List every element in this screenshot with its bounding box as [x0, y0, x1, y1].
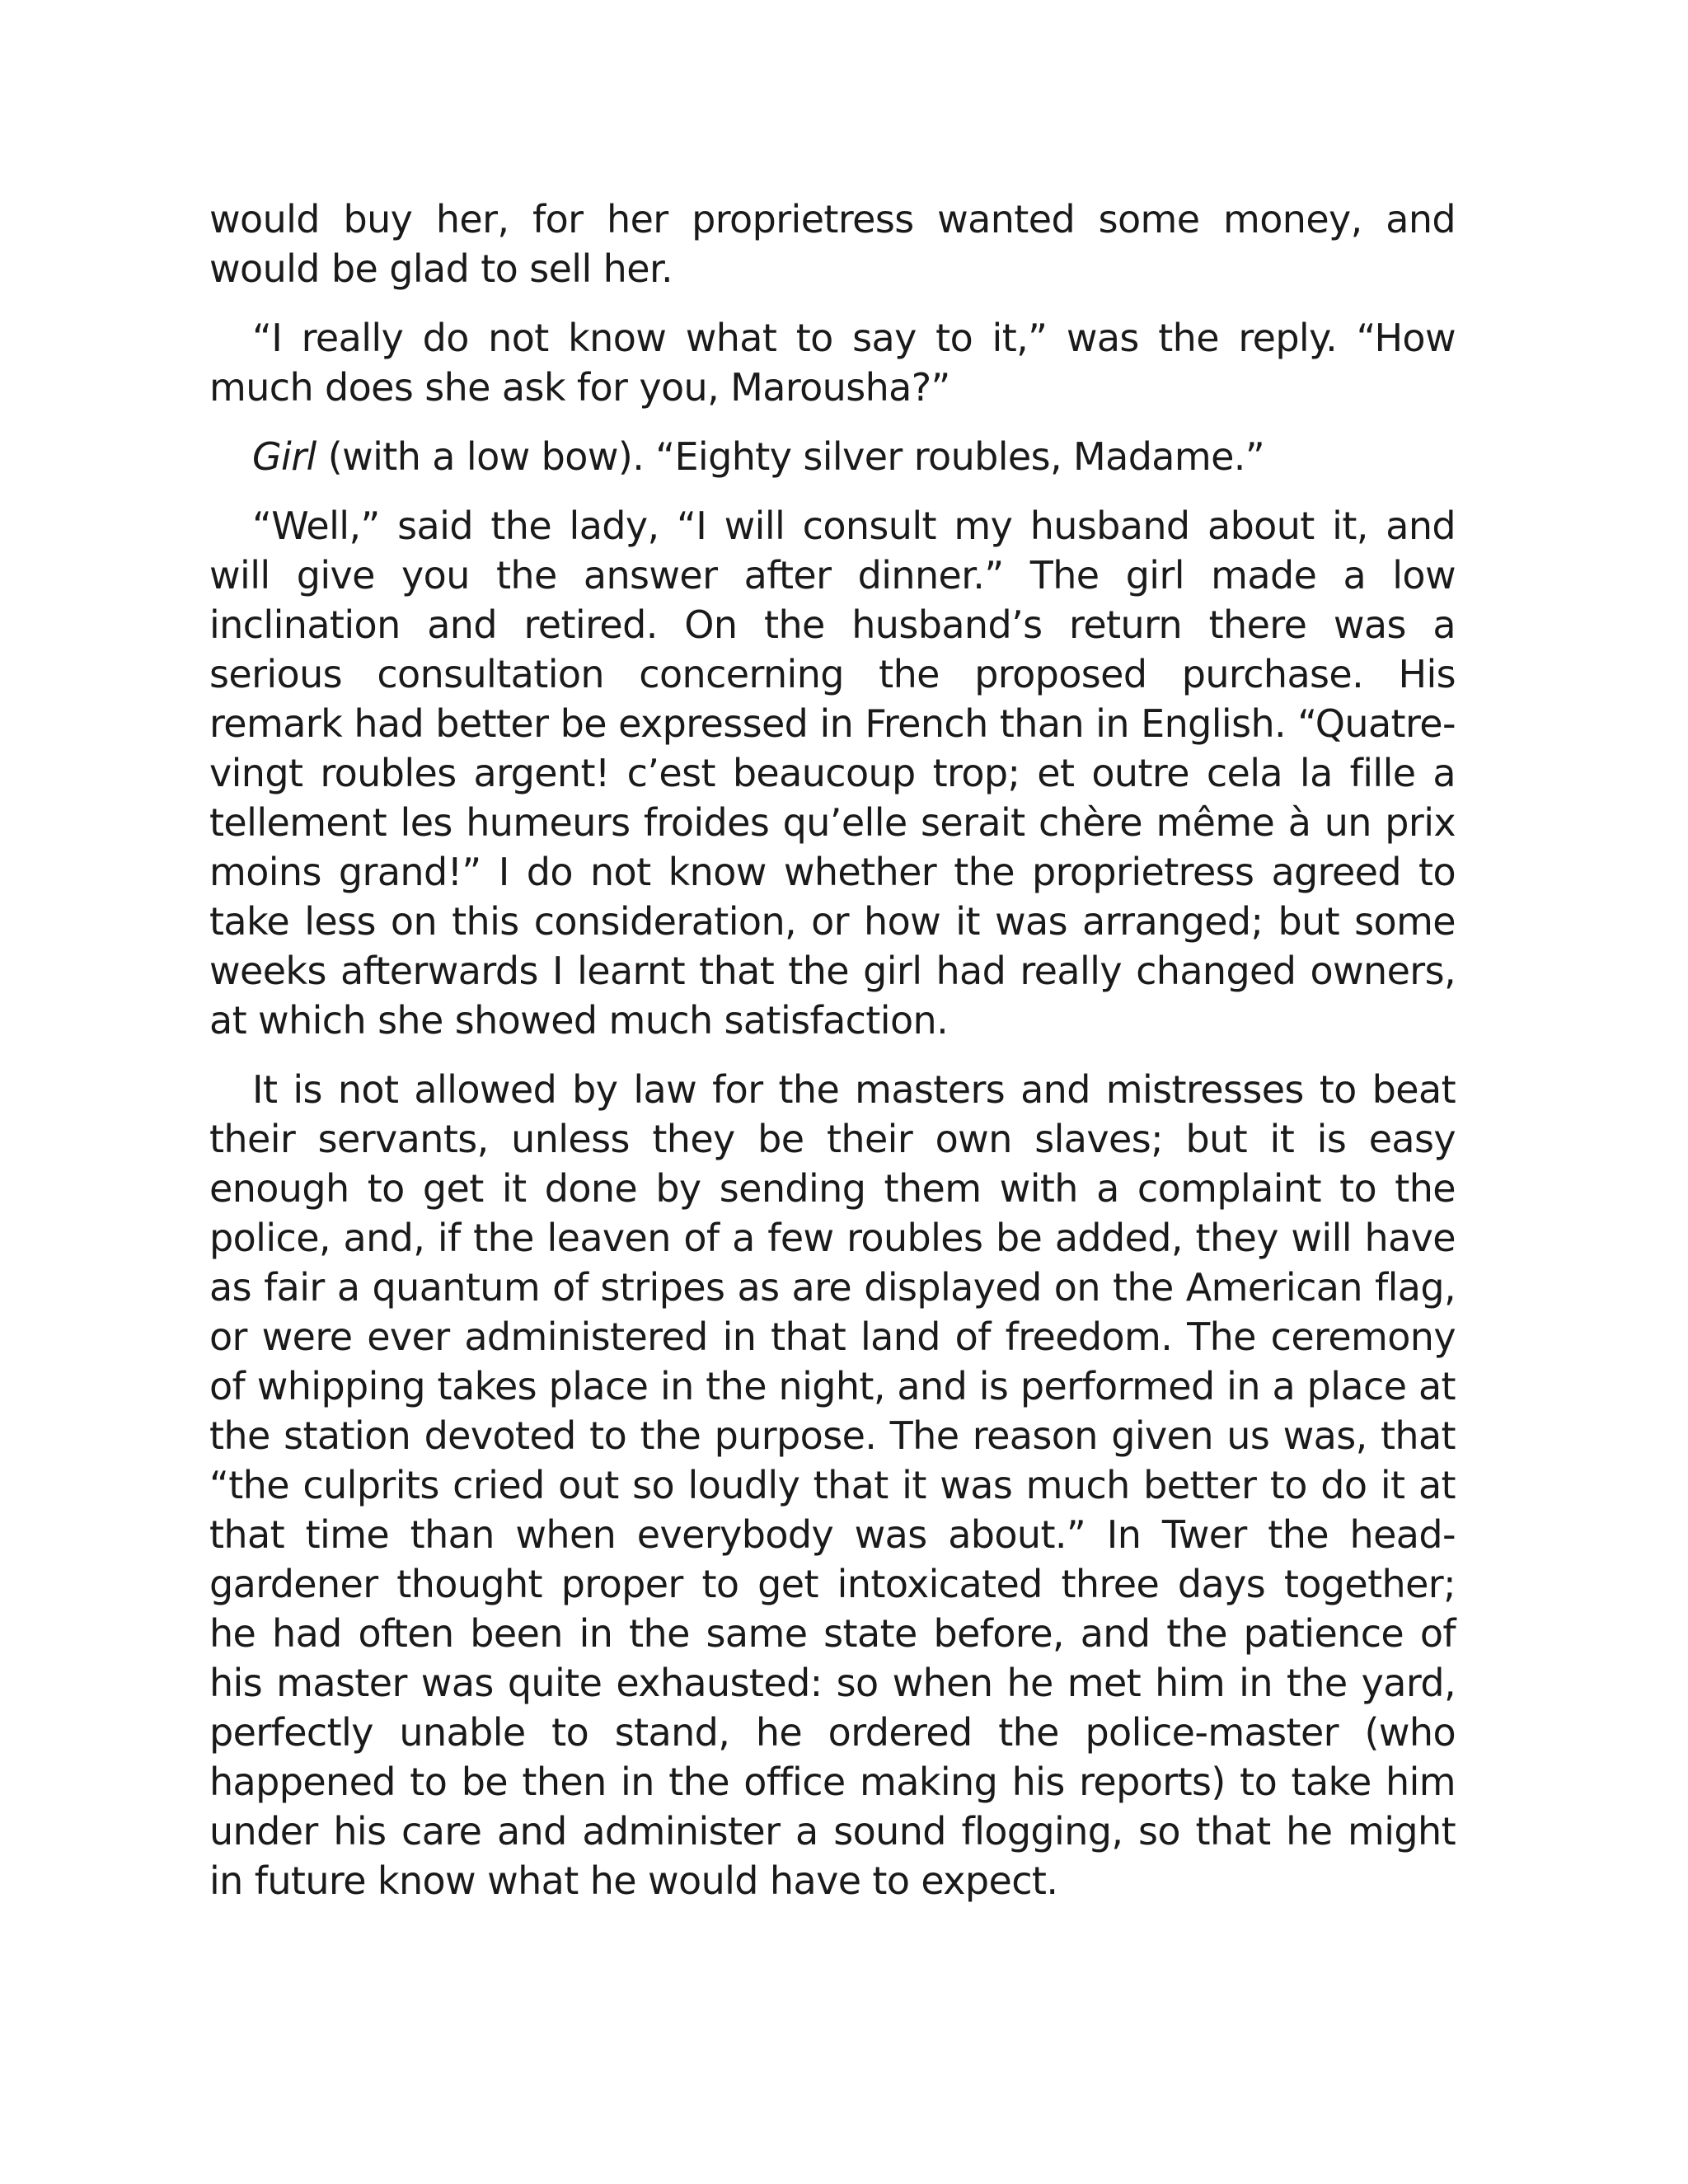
paragraph-girl-dialogue	[209, 432, 1456, 481]
page-body	[209, 194, 1456, 1925]
paragraph-reply: “I really do not know what to say to it,” was the reply. “How much does she ask for you, Marousha?”	[209, 316, 1456, 410]
paragraph-punishment: It is not allowed by law for the masters and mistresses to beat their servants, unless they be their own slaves; but it is easy enough to get it done by sending them with a complaint to the police, and, if the leaven of a few roubles be added, they will have as fair a quantum of stripes as are displayed on the American flag, or were ever administered in that land of freedom. The ceremony of whipping takes place in the night, and is performed in a place at the station devoted to the purpose. The reason given us was, that “the culprits cried out so loudly that it was much better to do it at that time than when everybody was about.” In Twer the head-gardener thought proper to get intoxicated three days together; he had often been in the same state before, and the patience of his master was quite exhausted: so when he met him in the yard, perfectly unable to stand, he ordered the police-master (who happened to be then in the office making his reports) to take him under his care and administer a sound flogging, so that he might in future know what he would have to expect.	[209, 1067, 1456, 1903]
dialogue-text: (with a low bow). “Eighty silver roubles, Madame.”	[316, 434, 1265, 479]
paragraph-consultation: “Well,” said the lady, “I will consult my husband about it, and will give you the answer after dinner.” The girl made a low inclination and retired. On the husband’s return there was a serious consultation concerning the proposed purchase. His remark had better be expressed in French than in English. “Quatre-vingt roubles argent! c’est beaucoup trop; et outre cela la fille a tellement les humeurs froides qu’elle serait chère même à un prix moins grand!” I do not know whether the proprietress agreed to take less on this consideration, or how it was arranged; but some weeks afterwards I learnt that the girl had really changed owners, at which she showed much satisfaction.	[209, 504, 1456, 1043]
paragraph-continued: would buy her, for her proprietress wanted some money, and would be glad to sell her.	[209, 197, 1456, 291]
speaker-label: Girl	[252, 434, 316, 479]
